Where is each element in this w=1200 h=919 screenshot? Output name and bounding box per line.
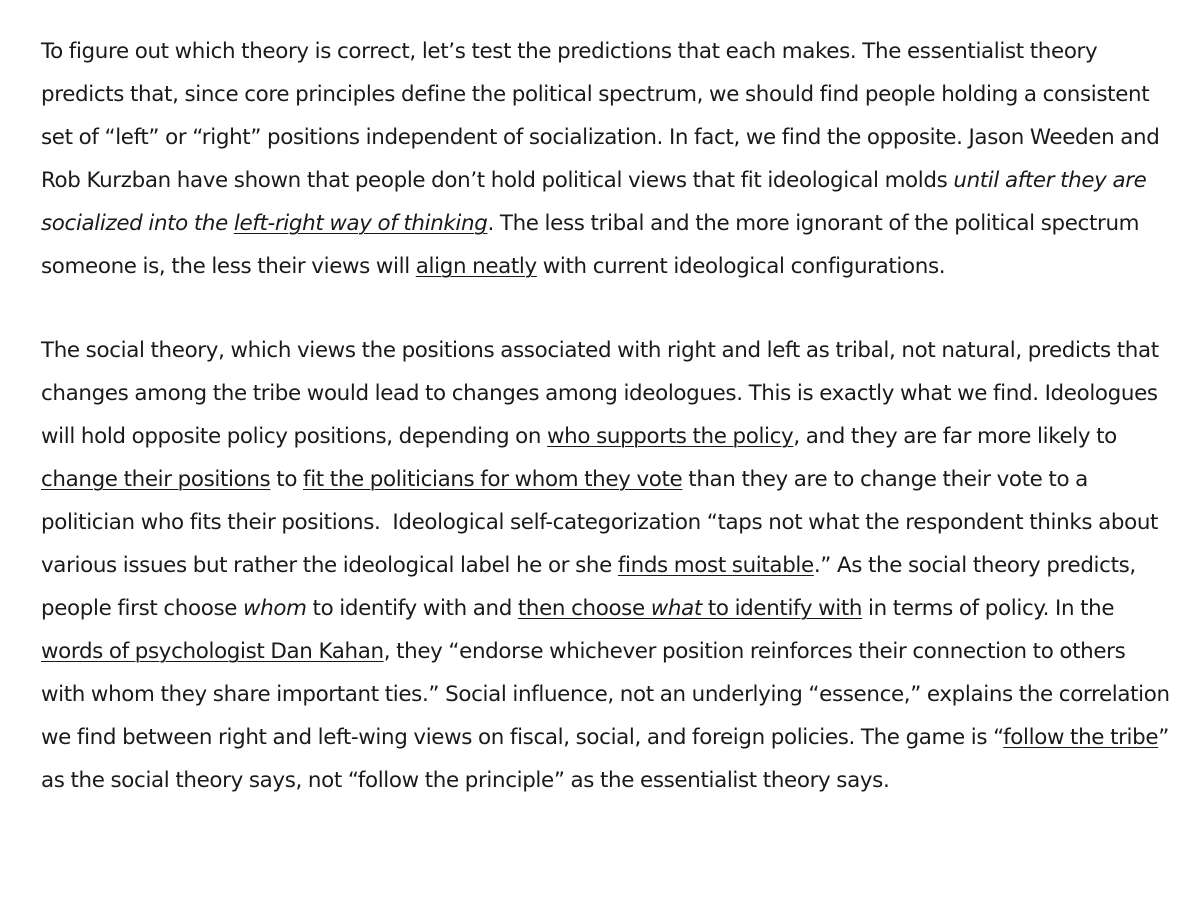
text-run: to identify with and (306, 596, 518, 621)
inline-link[interactable]: then choose (517, 596, 651, 621)
text-run: . The less tribal and the more ignorant of the political spectrum someone is, the less their views will (41, 211, 1140, 279)
inline-link[interactable]: words of psychologist Dan Kahan (41, 639, 384, 664)
text-run: with current ideological configurations. (536, 254, 946, 279)
text-run: The social theory, which views the positions associated with right and left as tribal, not natural, predicts that changes among the tribe would lead to changes among ideologues. This is exactly what we find. Ideologues will hold opposite policy positions, depending on (41, 338, 1159, 449)
text-run: than they are to change their vote to a politician who fits their positions. Ideological self-categorization “taps not what the respondent thinks about various issues but rather the ideological label he or she (41, 467, 1159, 578)
inline-link[interactable]: left-right way of thinking (233, 211, 488, 236)
inline-link[interactable]: change their positions (41, 467, 271, 492)
inline-link[interactable]: align neatly (415, 254, 537, 279)
text-run: , they “endorse whichever position reinforces their connection to others with whom they share important ties.” Social influence, not an underlying “essence,” explains the correlation we find between right and left-wing views on fiscal, social, and foreign policies. The game is “ (41, 639, 1170, 750)
article-body (41, 30, 1171, 802)
emphasized-text: whom (243, 596, 307, 621)
emphasized-text: until after they are socialized into the (41, 168, 1147, 236)
inline-link[interactable]: what (650, 596, 702, 621)
text-run: ” as the social theory says, not “follow the principle” as the essentialist theory says. (41, 725, 1169, 793)
text-run: to (270, 467, 304, 492)
text-run: To figure out which theory is correct, let’s test the predictions that each makes. The essentialist theory predicts that, since core principles define the political spectrum, we should find people holding a consistent set of “left” or “right” positions independent of socialization. In fact, we find the opposite. Jason Weeden and Rob Kurzban have shown that people don’t hold political views that fit ideological molds (41, 39, 1160, 193)
paragraph-social-theory (41, 329, 1171, 802)
text-run: .” As the social theory predicts, people first choose (41, 553, 1136, 621)
inline-link[interactable]: to identify with (701, 596, 863, 621)
text-run: in terms of policy. In the (862, 596, 1115, 621)
inline-link[interactable]: who supports the policy (547, 424, 794, 449)
inline-link[interactable]: finds most suitable (617, 553, 814, 578)
inline-link[interactable]: follow the tribe (1003, 725, 1159, 750)
text-run: , and they are far more likely to (793, 424, 1117, 449)
paragraph-essentialist-theory (41, 30, 1171, 288)
inline-link[interactable]: fit the politicians for whom they vote (303, 467, 683, 492)
